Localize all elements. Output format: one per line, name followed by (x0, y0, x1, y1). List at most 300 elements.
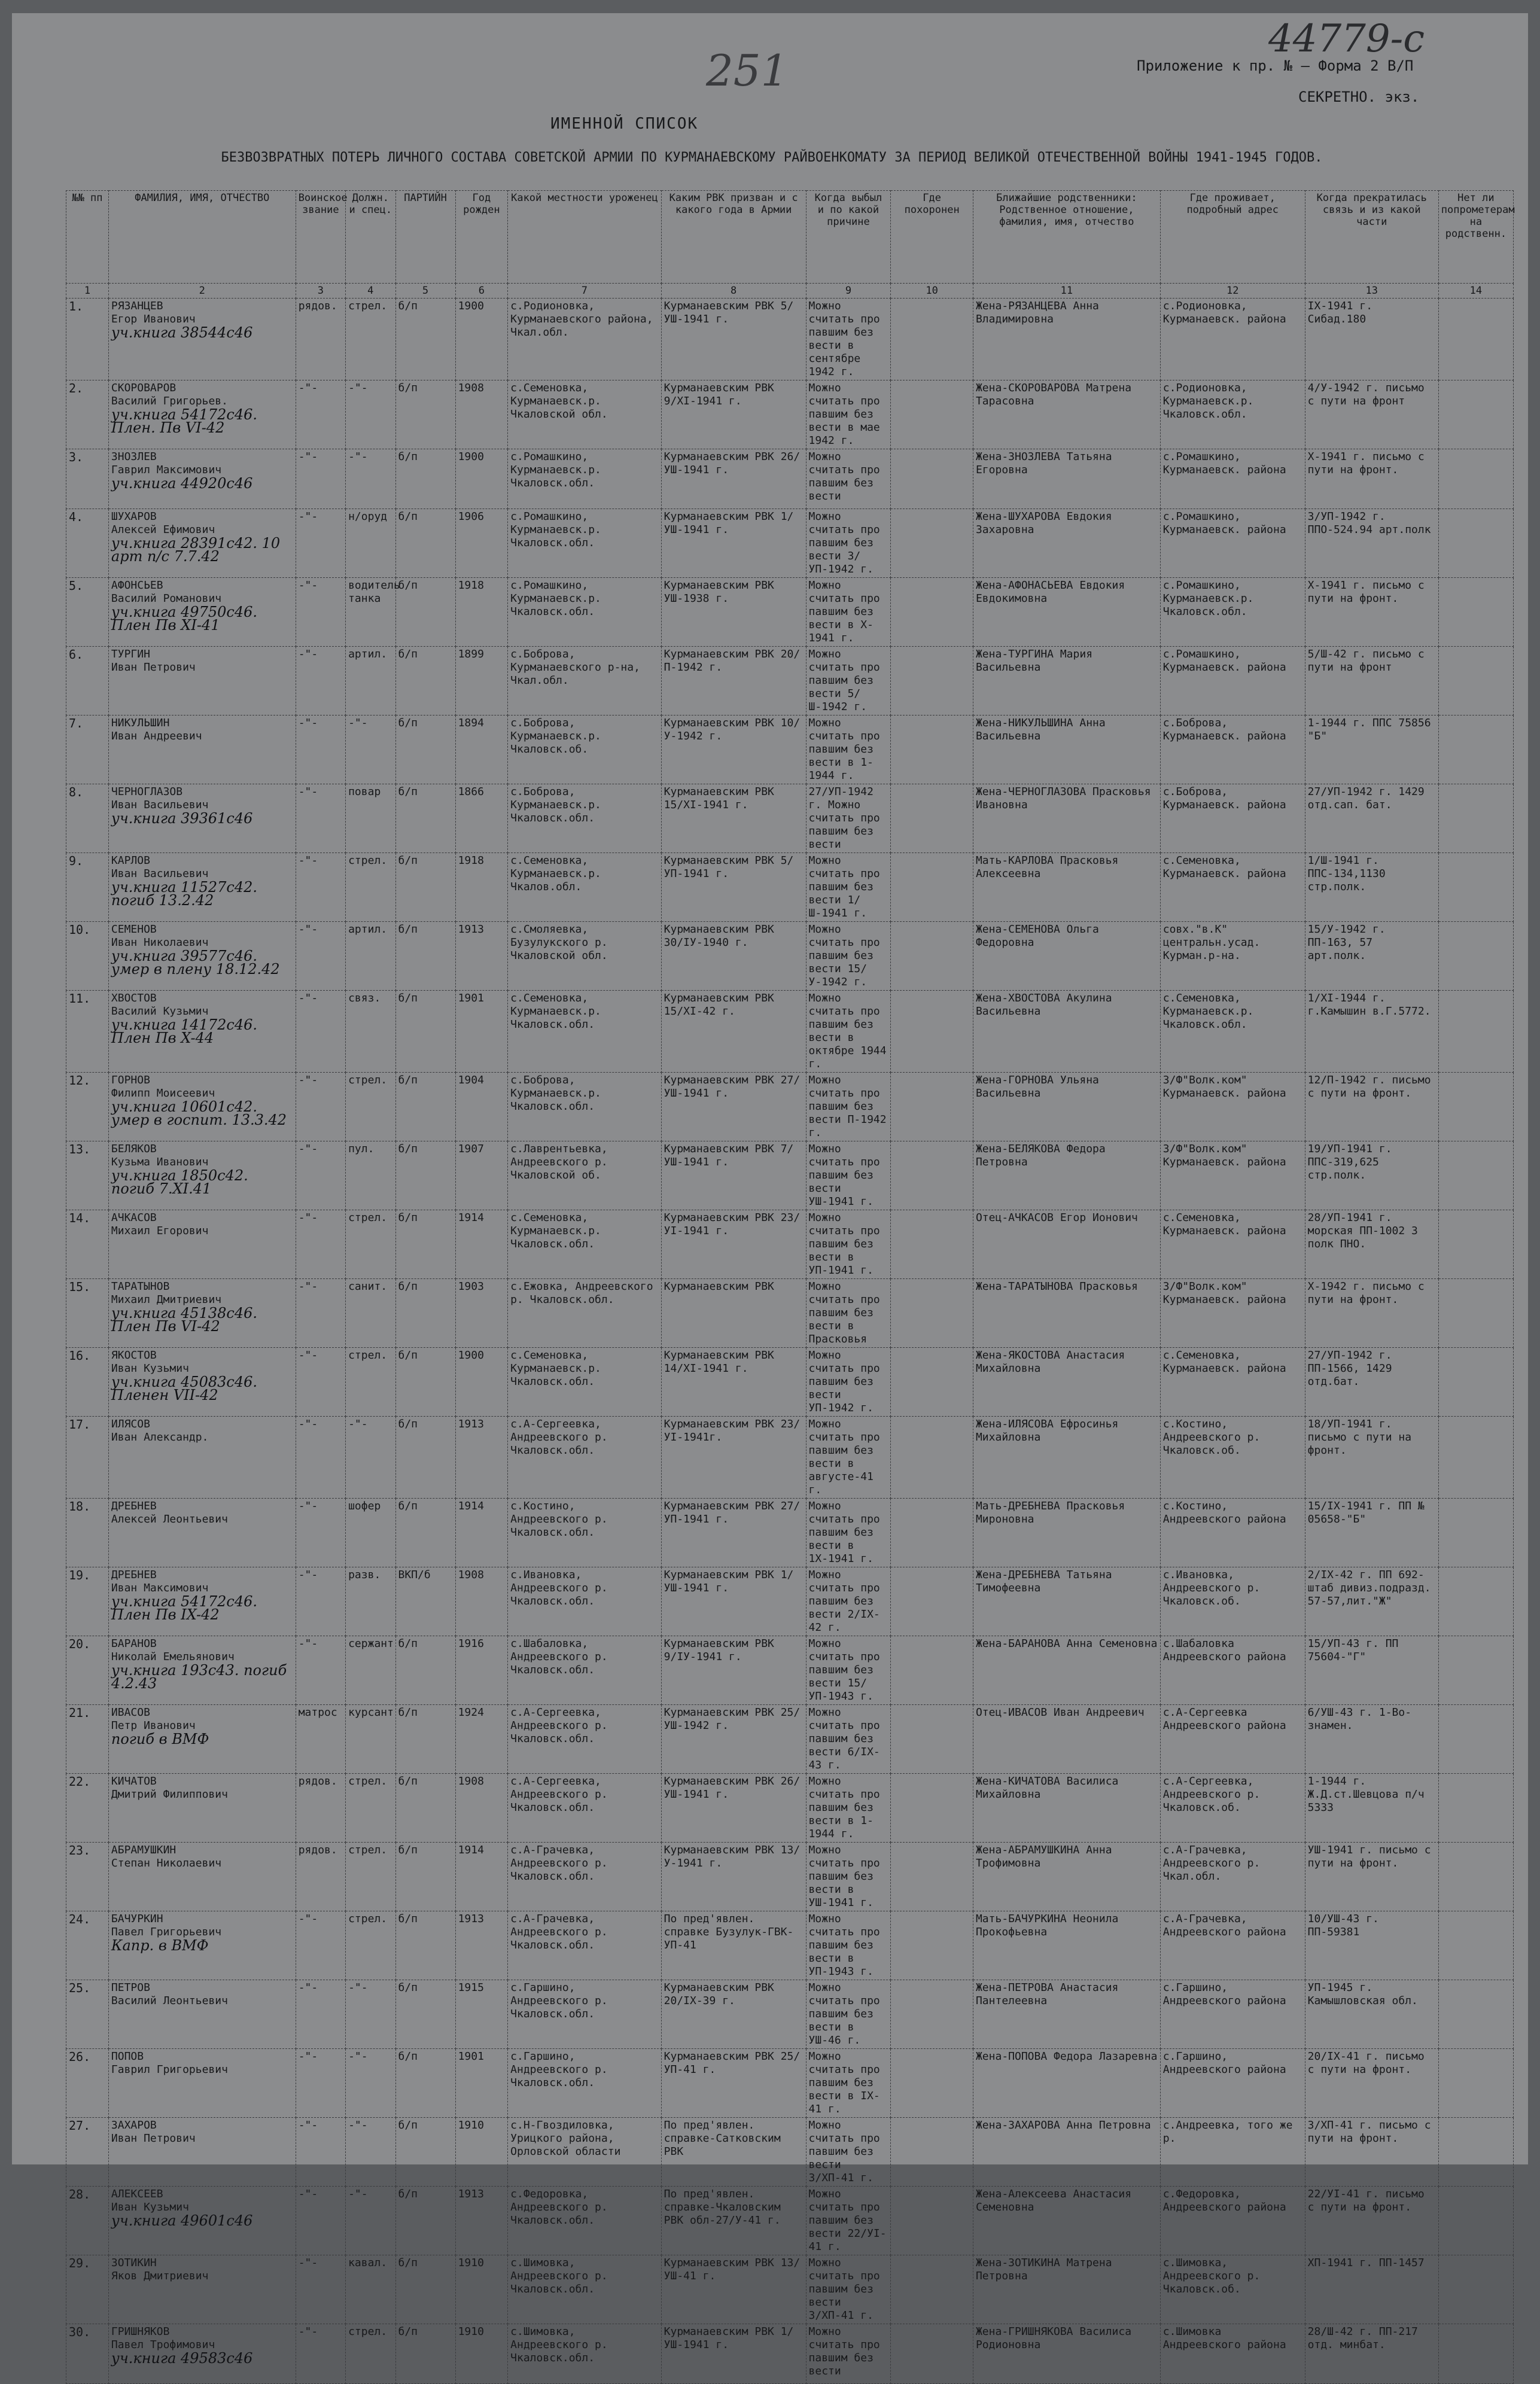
birthplace-cell (508, 1279, 661, 1348)
conscription-office-cell (661, 784, 806, 853)
soldier-name-cell (108, 2118, 296, 2187)
soldier-name: ГОРНОВ Филипп Моисеевич (111, 1074, 215, 1100)
next-of-kin-cell (973, 2118, 1160, 2187)
row-number-cell (66, 2255, 109, 2324)
notes-cell (1438, 784, 1513, 853)
next-of-kin-cell (973, 2324, 1160, 2384)
soldier-name: КАРЛОВ Иван Васильевич (111, 854, 209, 880)
birth-year: 1908 (458, 1569, 484, 1581)
table-row (66, 2324, 1514, 2384)
military-rank: -"- (298, 785, 318, 798)
next-of-kin-cell (973, 1348, 1160, 1417)
loss-date-reason-cell (806, 1279, 891, 1348)
birth-year: 1914 (458, 1844, 484, 1856)
column-header: Нет ли попрометерам на родственн. (1438, 191, 1513, 284)
notes-cell (1438, 1911, 1513, 1980)
soldier-name-cell (108, 1843, 296, 1911)
birthplace-cell (508, 853, 661, 922)
table-header-row (66, 191, 1514, 284)
last-contact: 19/УП-1941 г. ППС-319,625 стр.полк. (1307, 1143, 1392, 1182)
row-number-cell (66, 1499, 109, 1567)
party-membership: б/п (398, 2257, 418, 2269)
conscription-office-cell (661, 1417, 806, 1499)
position-specialty: стрел. (348, 1074, 388, 1086)
party-membership-cell (395, 380, 455, 449)
row-number: 22. (69, 1774, 91, 1789)
party-membership: б/п (398, 1981, 418, 1994)
soldier-name-cell (108, 715, 296, 784)
birthplace: с.Семеновка, Курманаевск.р. Чкаловск.обл. (510, 1211, 601, 1250)
position-specialty: артил. (348, 648, 388, 660)
position-specialty-cell (346, 1636, 395, 1705)
table-row (66, 1980, 1514, 2049)
conscription-office: Курманаевским РВК 26/УШ-1941 г. (664, 1775, 801, 1801)
position-specialty-cell (346, 1980, 395, 2049)
military-rank-cell (296, 1499, 345, 1567)
party-membership: б/п (398, 1500, 418, 1512)
row-number: 8. (69, 785, 84, 799)
last-contact: 5/Ш-42 г. письмо с пути на фронт (1307, 648, 1425, 674)
last-contact: 10/УШ-43 г. ПП-59381 (1307, 1913, 1379, 1938)
loss-date-reason-cell (806, 1911, 891, 1980)
conscription-office: Курманаевским РВК 14/XI-1941 г. (664, 1349, 774, 1375)
loss-date-reason: Можно считать про павшим без вести в IX-41 г. (808, 2050, 880, 2115)
handwritten-annotation: уч.книга 10601с42. умер в госпит. 13.3.42 (111, 1098, 287, 1128)
party-membership: б/п (398, 510, 418, 523)
birthplace: с.Гаршино, Андреевского р. Чкаловск.обл. (510, 2050, 608, 2089)
relative-address-cell (1160, 1417, 1305, 1499)
loss-date-reason-cell (806, 449, 891, 509)
loss-date-reason-cell (806, 2324, 891, 2384)
military-rank: рядов. (298, 1775, 337, 1788)
position-specialty-cell (346, 1499, 395, 1567)
conscription-office: Курманаевским РВК 1/УШ-1941 г. (664, 2325, 794, 2351)
last-contact: 3/УП-1942 г. ППО-524.94 арт.полк (1307, 510, 1431, 536)
birthplace: с.Гаршино, Андреевского р. Чкаловск.обл. (510, 1981, 608, 2020)
row-number: 11. (69, 991, 91, 1006)
position-specialty-cell (346, 578, 400, 647)
birth-year-cell (455, 1774, 508, 1843)
relative-address: с.Федоровка, Андреевского района (1162, 2188, 1286, 2214)
burial-place-cell (891, 1636, 973, 1705)
burial-place-cell (891, 1705, 973, 1774)
party-membership: б/п (398, 648, 418, 660)
soldier-name: НИКУЛЬШИН Иван Андреевич (111, 717, 202, 742)
military-rank: рядов. (298, 1844, 337, 1856)
burial-place-cell (891, 1911, 973, 1980)
birth-year: 1900 (458, 300, 484, 312)
next-of-kin: Жена-ПЕТРОВА Анастасия Пантелеевна (975, 1981, 1119, 2007)
conscription-office: Курманаевским РВК 23/УI-1941 г. (664, 1211, 801, 1237)
notes-cell (1438, 991, 1513, 1073)
burial-place-cell (891, 1774, 973, 1843)
next-of-kin: Мать-ДРЕБНЕВА Прасковья Мироновна (975, 1500, 1125, 1526)
soldier-name: АФОНСЬЕВ Василий Романович (111, 579, 222, 605)
burial-place-cell (891, 2324, 973, 2384)
party-membership: б/п (398, 1074, 418, 1086)
party-membership: б/п (398, 785, 418, 798)
loss-date-reason: Можно считать про павшим без вести в августе-41 г. (808, 1418, 880, 1496)
conscription-office-cell (661, 922, 806, 991)
party-membership: б/п (398, 1913, 418, 1925)
row-number: 29. (69, 2256, 91, 2270)
loss-date-reason-cell (806, 1417, 891, 1499)
soldier-name: ХВОСТОВ Василий Кузьмич (111, 992, 209, 1018)
loss-date-reason-cell (806, 1636, 891, 1705)
relative-address-cell (1160, 1705, 1305, 1774)
burial-place-cell (891, 1567, 973, 1636)
next-of-kin-cell (973, 2255, 1160, 2324)
party-membership-cell (395, 991, 455, 1073)
archive-number: 44779-с (1268, 17, 1425, 61)
handwritten-annotation: уч.книга 54172с46. Плен Пв IX-42 (111, 1593, 257, 1623)
military-rank: матрос (298, 1706, 337, 1719)
row-number: 21. (69, 1706, 91, 1720)
birthplace-cell (508, 1980, 661, 2049)
notes-cell (1438, 2324, 1513, 2384)
position-specialty-cell (346, 509, 395, 578)
loss-date-reason: Можно считать про павшим без вести в X-1941 г. (808, 579, 880, 644)
military-rank: -"- (298, 450, 318, 463)
relative-address: с.Костино, Андреевского р. Чкаловск.об. (1162, 1418, 1261, 1457)
row-number-cell (66, 1567, 109, 1636)
birth-year-cell (455, 380, 508, 449)
last-contact-cell (1305, 922, 1438, 991)
row-number: 10. (69, 922, 91, 937)
row-number: 7. (69, 716, 84, 730)
last-contact-cell (1305, 853, 1438, 922)
birthplace-cell (508, 1210, 661, 1279)
party-membership: б/п (398, 2119, 418, 2132)
conscription-office-cell (661, 1073, 806, 1141)
handwritten-annotation: уч.книга 193с43. погиб 4.2.43 (111, 1662, 287, 1692)
burial-place-cell (891, 2118, 973, 2187)
birthplace: с.Боброва, Курманаевск.р. Чкаловск.об. (510, 717, 601, 756)
table-row (66, 853, 1514, 922)
soldier-name: СЕМЕНОВ Иван Николаевич (111, 923, 209, 949)
position-specialty-cell (346, 784, 395, 853)
soldier-name-cell (108, 1980, 296, 2049)
soldier-name-cell (108, 1348, 296, 1417)
loss-date-reason-cell (806, 2255, 891, 2324)
relative-address: с.Ромашкино, Курманаевск. района (1162, 450, 1286, 476)
birth-year-cell (455, 509, 508, 578)
loss-date-reason: Можно считать про павшим без вести в 1-1944 г. (808, 1775, 880, 1840)
soldier-name: ДРЕБНЕВ Алексей Леонтьевич (111, 1500, 228, 1526)
loss-date-reason: 27/УП-1942 г. Можно считать про павшим без вести (808, 785, 880, 851)
conscription-office-cell (661, 380, 806, 449)
column-number: 7 (508, 284, 661, 299)
conscription-office-cell (661, 2118, 806, 2187)
party-membership-cell (395, 2324, 455, 2384)
conscription-office: Курманаевским РВК 13/УШ-41 г. (664, 2257, 801, 2282)
soldier-name: ЗНОЗЛЕВ Гаврил Максимович (111, 450, 222, 476)
conscription-office: По пред'явлен. справке-Чкаловским РВК обл-27/У-41 г. (664, 2188, 781, 2227)
birth-year: 1866 (458, 785, 484, 798)
loss-date-reason: Можно считать про павшим без вести в мае 1942 г. (808, 382, 880, 447)
column-number: 3 (296, 284, 345, 299)
handwritten-annotation: уч.книга 14172с46. Плен Пв X-44 (111, 1016, 257, 1046)
last-contact: 15/У-1942 г. ПП-163, 57 арт.полк. (1307, 923, 1386, 962)
military-rank: -"- (298, 1637, 318, 1650)
next-of-kin-cell (973, 1499, 1160, 1567)
military-rank-cell (296, 1279, 345, 1348)
next-of-kin-cell (973, 1073, 1160, 1141)
next-of-kin: Жена-ХВОСТОВА Акулина Васильевна (975, 992, 1112, 1018)
loss-date-reason-cell (806, 784, 891, 853)
row-number: 6. (69, 647, 84, 662)
party-membership: б/п (398, 992, 418, 1004)
loss-date-reason-cell (806, 991, 891, 1073)
position-specialty: кавал. (348, 2257, 388, 2269)
next-of-kin: Жена-СКОРОВАРОВА Матрена Тарасовна (975, 382, 1132, 407)
military-rank: -"- (298, 1074, 318, 1086)
birthplace: с.Шимовка, Андреевского р. Чкаловск.обл. (510, 2325, 608, 2364)
birthplace-cell (508, 2118, 661, 2187)
table-row (66, 991, 1514, 1073)
loss-date-reason-cell (806, 715, 891, 784)
position-specialty-cell (346, 2187, 395, 2255)
military-rank: -"- (298, 2050, 318, 2063)
soldier-name-cell (108, 449, 296, 509)
party-membership: б/п (398, 1844, 418, 1856)
relative-address: с.Ромашкино, Курманаевск.р. Чкаловск.обл. (1162, 579, 1254, 618)
row-number: 2. (69, 381, 84, 395)
birthplace-cell (508, 2255, 661, 2324)
conscription-office-cell (661, 1210, 806, 1279)
notes-cell (1438, 922, 1513, 991)
soldier-name-cell (108, 578, 296, 647)
conscription-office-cell (661, 1705, 806, 1774)
column-header: Когда прекратилась связь и из какой части (1305, 191, 1438, 284)
military-rank: -"- (298, 1349, 318, 1362)
burial-place-cell (891, 1279, 973, 1348)
table-row (66, 1705, 1514, 1774)
birthplace-cell (508, 2049, 661, 2118)
row-number-cell (66, 1843, 109, 1911)
military-rank: -"- (298, 510, 318, 523)
next-of-kin: Жена-ТУРГИНА Мария Васильевна (975, 648, 1093, 674)
last-contact: 18/УП-1941 г. письмо с пути на фронт. (1307, 1418, 1412, 1457)
burial-place-cell (891, 509, 973, 578)
relative-address: с.А-Сергеевка Андреевского района (1162, 1706, 1286, 1732)
table-row (66, 1911, 1514, 1980)
position-specialty: -"- (348, 2119, 368, 2132)
burial-place-cell (891, 299, 973, 380)
birth-year: 1913 (458, 1913, 484, 1925)
table-row (66, 1141, 1514, 1210)
birthplace-cell (508, 299, 661, 380)
position-specialty: стрел. (348, 1913, 388, 1925)
relative-address: с.Боброва, Курманаевск. района (1162, 717, 1286, 742)
position-specialty-cell (346, 1774, 395, 1843)
position-specialty: стрел. (348, 1349, 388, 1362)
table-row (66, 784, 1514, 853)
burial-place-cell (891, 1417, 973, 1499)
last-contact: 2/IX-42 г. ПП 692-штаб дивиз.подразд. 57-57,лит."Ж" (1307, 1569, 1431, 1607)
soldier-name: ЗОТИКИН Яков Дмитриевич (111, 2257, 209, 2282)
next-of-kin: Мать-БАЧУРКИНА Неонила Прокофьевна (975, 1913, 1119, 1938)
party-membership-cell (395, 449, 455, 509)
row-number-cell (66, 1705, 109, 1774)
birthplace: с.Семеновка, Курманаевск.р. Чкаловской обл. (510, 382, 608, 421)
next-of-kin: Жена-СЕМЕНОВА Ольга Федоровна (975, 923, 1099, 949)
party-membership: б/п (398, 2325, 418, 2338)
conscription-office: Курманаевским РВК 25/УП-41 г. (664, 2050, 801, 2076)
conscription-office: Курманаевским РВК 7/УШ-1941 г. (664, 1143, 794, 1168)
military-rank-cell (296, 2324, 345, 2384)
party-membership-cell (395, 2255, 455, 2324)
last-contact-cell (1305, 2255, 1438, 2324)
next-of-kin-cell (973, 509, 1160, 578)
table-row (66, 922, 1514, 991)
notes-cell (1438, 2049, 1513, 2118)
birth-year: 1900 (458, 450, 484, 463)
birthplace: с.Шимовка, Андреевского р. Чкаловск.обл. (510, 2257, 608, 2295)
birthplace: с.Боброва, Курманаевского р-на, Чкал.обл. (510, 648, 640, 687)
birthplace: с.Семеновка, Курманаевск.р. Чкаловск.обл. (510, 1349, 601, 1388)
next-of-kin: Жена-ПОПОВА Федора Лазаревна (975, 2050, 1158, 2063)
row-number: 18. (69, 1499, 91, 1514)
position-specialty-cell (346, 2324, 395, 2384)
column-header: Воинское звание (296, 191, 345, 284)
birthplace: с.Ивановка, Андреевского р. Чкаловск.обл. (510, 1569, 608, 1607)
position-specialty-cell (346, 299, 395, 380)
table-row (66, 1636, 1514, 1705)
next-of-kin: Жена-ТАРАТЫНОВА Прасковья (975, 1280, 1138, 1293)
handwritten-annotation: уч.книга 49750с46. Плен Пв XI-41 (111, 604, 257, 634)
party-membership: б/п (398, 579, 418, 592)
military-rank: -"- (298, 923, 318, 936)
party-membership-cell (395, 1705, 455, 1774)
column-header: Должн. и спец. (346, 191, 395, 284)
loss-date-reason: Можно считать про павшим без вести в УП-1941 г. (808, 1211, 880, 1277)
position-specialty-cell (346, 991, 395, 1073)
soldier-name: ЧЕРНОГЛАЗОВ Иван Васильевич (111, 785, 209, 811)
last-contact: 28/УП-1941 г. морская ПП-1002 3 полк ПНО. (1307, 1211, 1418, 1250)
soldier-name: ИЛЯСОВ Иван Александр. (111, 1418, 209, 1444)
birthplace: с.Боброва, Курманаевск.р. Чкаловск.обл. (510, 785, 601, 824)
relative-address-cell (1160, 1980, 1305, 2049)
relative-address-cell (1160, 922, 1305, 991)
table-row (66, 1279, 1514, 1348)
position-specialty-cell (346, 1843, 395, 1911)
relative-address: с.Андреевка, того же р. (1162, 2119, 1293, 2145)
column-number: 10 (891, 284, 973, 299)
row-number-cell (66, 1141, 109, 1210)
burial-place-cell (891, 1980, 973, 2049)
notes-cell (1438, 578, 1513, 647)
relative-address: З/Ф"Волк.ком" Курманаевск. района (1162, 1074, 1286, 1100)
position-specialty: стрел. (348, 1844, 388, 1856)
last-contact: IX-1941 г. Сибад.180 (1307, 300, 1373, 325)
soldier-name: АЛЕКСЕЕВ Иван Кузьмич (111, 2188, 189, 2214)
loss-date-reason-cell (806, 647, 891, 715)
next-of-kin-cell (973, 991, 1160, 1073)
party-membership: б/п (398, 2188, 418, 2200)
military-rank-cell (296, 1348, 345, 1417)
military-rank: -"- (298, 2119, 318, 2132)
row-number-cell (66, 299, 109, 380)
row-number: 15. (69, 1280, 91, 1294)
party-membership-cell (395, 647, 455, 715)
last-contact-cell (1305, 991, 1438, 1073)
military-rank: -"- (298, 992, 318, 1004)
table-row (66, 1774, 1514, 1843)
birth-year-cell (455, 1911, 508, 1980)
handwritten-annotation: уч.книга 39361с46 (111, 810, 253, 827)
position-specialty-cell (346, 1073, 395, 1141)
last-contact-cell (1305, 1911, 1438, 1980)
next-of-kin: Жена-ЧЕРНОГЛАЗОВА Прасковья Ивановна (975, 785, 1151, 811)
relative-address: с.Родионовка, Курманаевск. района (1162, 300, 1286, 325)
next-of-kin-cell (973, 1774, 1160, 1843)
conscription-office: Курманаевским РВК (664, 1280, 774, 1293)
military-rank-cell (296, 1911, 345, 1980)
column-number: 13 (1305, 284, 1438, 299)
soldier-name-cell (108, 1499, 296, 1567)
military-rank-cell (296, 380, 345, 449)
burial-place-cell (891, 1843, 973, 1911)
row-number: 28. (69, 2187, 91, 2202)
relative-address-cell (1160, 853, 1305, 922)
soldier-name: ТАРАТЫНОВ Михаил Дмитриевич (111, 1280, 222, 1306)
birth-year-cell (455, 1210, 508, 1279)
soldier-name-cell (108, 991, 296, 1073)
position-specialty: -"- (348, 2188, 368, 2200)
last-contact-cell (1305, 1705, 1438, 1774)
military-rank-cell (296, 2118, 345, 2187)
last-contact: 20/IX-41 г. письмо с пути на фронт. (1307, 2050, 1425, 2076)
table-row (66, 1073, 1514, 1141)
soldier-name-cell (108, 1073, 296, 1141)
military-rank-cell (296, 784, 345, 853)
row-number-cell (66, 1073, 109, 1141)
loss-date-reason: Можно считать про павшим без вести в 1-1944 г. (808, 717, 880, 782)
last-contact: 3/XП-41 г. письмо с пути на фронт. (1307, 2119, 1431, 2145)
conscription-office-cell (661, 2255, 806, 2324)
relative-address-cell (1160, 1499, 1305, 1567)
row-number: 9. (69, 854, 84, 868)
relative-address: с.Ромашкино, Курманаевск. района (1162, 510, 1286, 536)
birth-year-cell (455, 715, 508, 784)
row-number: 12. (69, 1073, 91, 1088)
last-contact-cell (1305, 1417, 1438, 1499)
relative-address-cell (1160, 715, 1305, 784)
burial-place-cell (891, 1348, 973, 1417)
party-membership-cell (395, 853, 455, 922)
row-number-cell (66, 922, 109, 991)
soldier-name: ЗАХАРОВ Иван Петрович (111, 2119, 196, 2145)
party-membership: б/п (398, 1706, 418, 1719)
row-number: 13. (69, 1142, 91, 1156)
birthplace-cell (508, 784, 661, 853)
loss-date-reason-cell (806, 509, 891, 578)
last-contact: 15/УП-43 г. ПП 75604-"Г" (1307, 1637, 1399, 1663)
birth-year: 1904 (458, 1074, 484, 1086)
handwritten-annotation: уч.книга 39577с46. умер в плену 18.12.42 (111, 948, 280, 978)
soldier-name: БАЧУРКИН Павел Григорьевич (111, 1913, 222, 1938)
last-contact-cell (1305, 578, 1438, 647)
military-rank: -"- (298, 1500, 318, 1512)
table-row (66, 449, 1514, 509)
next-of-kin: Отец-АЧКАСОВ Егор Ионович (975, 1211, 1138, 1224)
burial-place-cell (891, 1141, 973, 1210)
birthplace-cell (508, 1348, 661, 1417)
relative-address: с.Семеновка, Курманаевск. района (1162, 1349, 1286, 1375)
last-contact: 12/П-1942 г. письмо с пути на фронт. (1307, 1074, 1431, 1100)
birthplace-cell (508, 647, 661, 715)
